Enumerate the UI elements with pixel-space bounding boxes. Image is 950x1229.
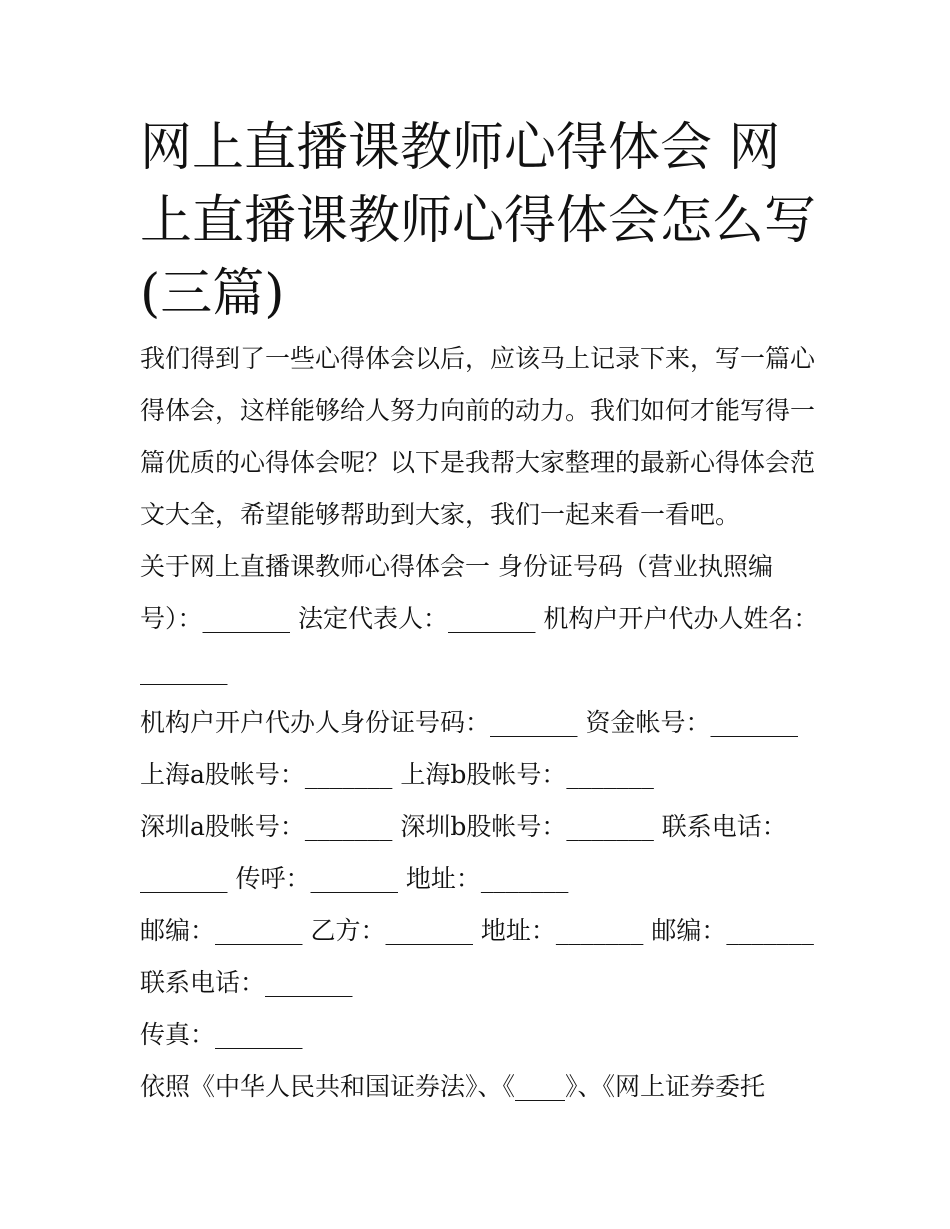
paragraph-shenzhen-accounts: 深圳a股帐号：_______ 深圳b股帐号：_______ 联系电话：_______ 传呼：_______ 地址：_______ <box>140 812 787 893</box>
paragraph-agent-id: 机构户开户代办人身份证号码：_______ 资金帐号：_______ <box>140 708 798 737</box>
paragraph-id-number: 关于网上直播课教师心得体会一 身份证号码（营业执照编号）：_______ 法定代表人：_______ 机构户开户代办人姓名：_______ <box>140 552 819 685</box>
intro-paragraph: 我们得到了一些心得体会以后，应该马上记录下来，写一篇心得体会，这样能够给人努力向前的动力。我们如何才能写得一篇优质的心得体会呢？以下是我帮大家整理的最新心得体会范文大全，希望能够帮助到大家，我们一起来看一看吧。 <box>140 344 816 529</box>
paragraph-law-reference: 依照《中华人民共和国证券法》、《____》、《网上证券委托 <box>140 1072 766 1101</box>
document-title: 网上直播课教师心得体会 网上直播课教师心得体会怎么写(三篇) <box>140 118 817 324</box>
paragraph-fax: 传真：_______ <box>140 1020 303 1049</box>
paragraph-postcode-party-b: 邮编：_______ 乙方：_______ 地址：_______ 邮编：_______ 联系电话：_______ <box>140 916 814 997</box>
paragraph-shanghai-accounts: 上海a股帐号：_______ 上海b股帐号：_______ <box>140 760 654 789</box>
document-page <box>140 112 820 1113</box>
